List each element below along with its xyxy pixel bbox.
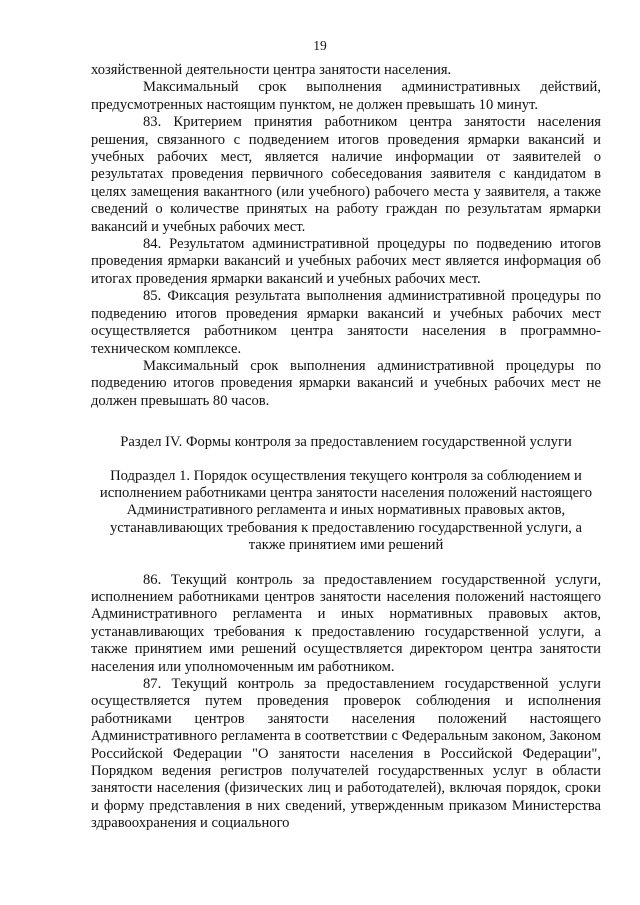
paragraph-83: 83. Критерием принятия работником центра занятости населения решения, связанного с подведением итогов проведения ярмарки вакансий и учебных рабочих мест, является наличие информации от заявителей о результатах проведения первичного собеседования заявителя с кандидатом в целях замещения вакантного (или учебного) рабочего места у заявителя, а также сведений о количестве принятых на работу граждан по результатам ярмарки вакансий и учебных рабочих мест.	[91, 114, 601, 235]
paragraph-max-time-80: Максимальный срок выполнения административной процедуры по подведению итогов проведения ярмарки вакансий и учебных рабочих мест не должен превышать 80 часов.	[91, 357, 601, 409]
paragraph-87: 87. Текущий контроль за предоставлением государственной услуги осуществляется путем проведения проверок соблюдения и исполнения работниками центров занятости населения положений настоящего Административного регламента в соответствии с Федеральным законом, Законом Российской Федерации "О занятости населения в Российской Федерации", Порядком ведения регистров получателей государственных услуг в области занятости населения (физических лиц и работодателей), включая порядок, сроки и форму представления в них сведений, утвержденным приказом Министерства здравоохранения и социального	[91, 676, 601, 832]
paragraph-continuation: хозяйственной деятельности центра занятости населения.	[91, 62, 452, 78]
section-title: Раздел IV. Формы контроля за предоставлением государственной услуги	[120, 434, 572, 451]
page-number: 19	[313, 38, 327, 53]
spacer	[91, 555, 601, 572]
subsection-title: Подраздел 1. Порядок осуществления текущего контроля за соблюдением и исполнением работниками центра занятости населения положений настоящего Административного регламента и иных нормативных правовых актов, устанавливающих требования к предоставлению государственной услуги, а также принятием ими решений	[99, 467, 593, 554]
paragraph-max-time-10: Максимальный срок выполнения административных действий, предусмотренных настоящим пунктом, не должен превышать 10 минут.	[91, 79, 601, 113]
document-body	[91, 62, 601, 833]
paragraph-84: 84. Результатом административной процедуры по подведению итогов проведения ярмарки вакансий и учебных рабочих мест является информация об итогах проведения ярмарки вакансий и учебных рабочих мест.	[91, 236, 601, 287]
paragraph-86: 86. Текущий контроль за предоставлением государственной услуги, исполнением работниками центров занятости населения положений настоящего Административного регламента и иных нормативных правовых актов, устанавливающих требования к предоставлению государственной услуги, а также принятием ими решений осуществляется директором центра занятости населения или уполномоченным им работником.	[91, 571, 601, 675]
paragraph-85: 85. Фиксация результата выполнения административной процедуры по подведению итогов проведения ярмарки вакансий и учебных рабочих мест осуществляется работником центра занятости населения в программно-техническом комплексе.	[91, 288, 601, 357]
